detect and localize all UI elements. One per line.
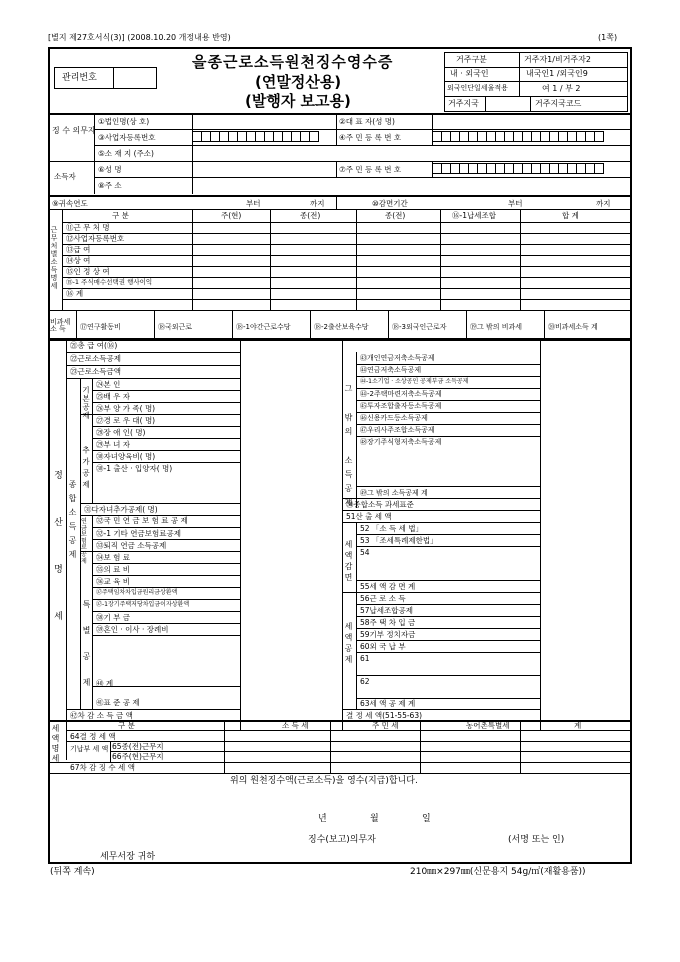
calc-total-salary: ㉑총 급 여(⑯) xyxy=(70,341,118,350)
tax-header-total: 계 xyxy=(574,721,582,730)
add-women: ㉙부 녀 자 xyxy=(96,440,131,449)
date-year: 년 xyxy=(318,814,327,824)
basic-self: ㉔본 인 xyxy=(96,380,121,389)
corp-name-label: ①법인명(상 호) xyxy=(98,117,150,126)
basic-deduction-label: 기본공제 xyxy=(81,386,91,420)
tax-row-prev-work: 65종(전)근무지 xyxy=(112,742,164,751)
nontax-0: ⑰연구활동비 xyxy=(80,323,121,331)
other-deduction-label: 그 밖의 소득공제 xyxy=(344,384,353,512)
earner-name-label: ⑥성 명 xyxy=(98,165,122,174)
biz-no-label: ③사업자등록번호 xyxy=(98,133,156,142)
earner-rrn-cells[interactable] xyxy=(433,163,604,174)
management-label: 관리번호 xyxy=(62,73,97,83)
work-place-group-label: 근무처별소득명세 xyxy=(50,226,58,290)
add-childcare: ㉚자녀양육비( 명) xyxy=(96,452,156,461)
addressee: 세무서장 귀하 xyxy=(100,852,156,862)
reduction-to: 까지 xyxy=(596,199,611,208)
work-row-4: ⑮인 정 상 여 xyxy=(66,267,110,276)
after-deduction-income: ㊷차 감 소 득 금 액 xyxy=(70,711,133,720)
special-total: ㊵ 계 xyxy=(96,679,114,688)
work-row-0: ⑪근 무 처 명 xyxy=(66,223,110,232)
tax-base: ㊿종합소득 과세표준 xyxy=(346,500,414,509)
credit-tax-union: 57납세조합공제 xyxy=(360,606,414,615)
tax-reduction-label: 세액감면 xyxy=(344,540,353,584)
period-to: 까지 xyxy=(310,199,325,208)
work-header-prev: 종(전) xyxy=(300,211,321,220)
work-row-3: ⑭상 여 xyxy=(66,256,91,265)
pension-label: 연금보험료공제 xyxy=(81,518,87,565)
work-header-union: ⑯-1납세조합 xyxy=(452,211,496,220)
special-housing-rent: ㊲주택임차차입금원리금상환액 xyxy=(96,589,178,596)
other-total: ㊾그 밖의 소득공제 계 xyxy=(360,489,428,497)
other-long-term-stock: ㊽장기주식형저축소득공제 xyxy=(360,438,442,446)
tax-credit-label: 세액공제 xyxy=(344,622,353,666)
determined-tax: 결 정 세 액(51-55-63) xyxy=(346,711,423,720)
earner-rrn-label: ⑦주 민 등 록 번 호 xyxy=(339,165,402,174)
additional-deduction-label: 추가공제 xyxy=(81,446,91,492)
nontax-3: ⑱-2출산보육수당 xyxy=(314,323,369,331)
calc-group-label: 정 산 명 세 xyxy=(52,470,62,634)
reduction-income-tax-act: 52 「소 득 세 법」 xyxy=(360,524,424,533)
flat-rate-label: 외국인단일세율적용 xyxy=(447,84,508,92)
credit-earned-income: 56근 로 소 득 xyxy=(360,594,406,603)
pension-retirement: ㉝퇴직 연금 소득공제 xyxy=(96,541,167,550)
tax-header-income: 소 득 세 xyxy=(282,721,309,730)
calc-earned-deduction: ㉒근로소득공제 xyxy=(70,354,121,363)
title-line3: (발행자 보고용) xyxy=(245,92,351,110)
management-number-field[interactable] xyxy=(113,67,157,89)
form-number: [별지 제27호서식(3)] (2008.10.20 개정내용 반영) xyxy=(48,33,231,42)
work-row-6: ⑯ 계 xyxy=(66,289,84,298)
basic-dependents: ㉖부 양 가 족( 명) xyxy=(96,404,156,413)
nontax-2: ⑱-1야간근로수당 xyxy=(236,323,291,331)
tax-row-current-work: 66주(현)근무지 xyxy=(112,752,164,761)
earner-address-label: ⑧주 소 xyxy=(98,181,122,190)
work-row-1: ⑫사업자등록번호 xyxy=(66,234,125,243)
attribution-year-label: ⑨귀속연도 xyxy=(52,199,88,208)
nationality-label: 내 · 외국인 xyxy=(450,69,489,78)
add-elderly: ㉗경 로 우 대( 명) xyxy=(96,416,156,425)
work-header-prev2: 종(전) xyxy=(385,211,406,220)
paper-spec: 210㎜×297㎜(신문용지 54g/㎡(재활용품)) xyxy=(410,867,586,877)
work-header-main: 주(현) xyxy=(221,211,242,220)
reduction-total: 55세 액 감 면 계 xyxy=(360,582,416,591)
reduction-from: 부터 xyxy=(508,199,523,208)
tax-row-determined: 64결 정 세 액 xyxy=(70,732,116,741)
payer-sign-label: 징수(보고)의무자 xyxy=(308,835,376,845)
tax-header-rural: 농어촌특별세 xyxy=(466,721,510,730)
residency-value[interactable]: 거주자1/비거주자2 xyxy=(524,55,591,64)
nontax-label: 비과세 소 득 xyxy=(50,318,71,333)
flat-rate-value[interactable]: 여 1 / 부 2 xyxy=(542,84,581,93)
reduction-other: 54 xyxy=(360,548,370,557)
multi-child-deduction: ㉛다자녀추가공제( 명) xyxy=(84,505,158,514)
payer-rrn-label: ④주 민 등 록 번 호 xyxy=(339,133,402,142)
special-medical: ㉟의 료 비 xyxy=(96,565,131,574)
signature-field[interactable]: (서명 또는 인) xyxy=(508,835,565,845)
payer-biz-no-cells[interactable] xyxy=(193,131,319,142)
date-month: 월 xyxy=(370,814,379,824)
residence-country-code-label: 거주지국코드 xyxy=(535,99,582,108)
work-header-item: 구 분 xyxy=(112,211,129,220)
tax-row-balance: 67차 감 징 수 세 액 xyxy=(70,763,135,772)
rep-name-label: ②대 표 자(성 명) xyxy=(339,117,395,126)
combined-deduction-label: 종합소득공제 xyxy=(68,480,77,564)
period-from: 부터 xyxy=(246,199,261,208)
payer-group-label: 징 수 의무자 xyxy=(52,126,96,135)
credit-total: 63세 액 공 제 계 xyxy=(360,699,416,708)
reduction-special-act: 53 「조세특례제한법」 xyxy=(360,536,438,545)
payer-rrn-cells[interactable] xyxy=(433,131,604,142)
other-personal-pension: ㊸개인연금저축소득공제 xyxy=(360,354,435,362)
pension-national: ㉜국 민 연 금 보 험 료 공 제 xyxy=(96,516,188,525)
basic-spouse: ㉕배 우 자 xyxy=(96,392,131,401)
reduction-period-label: ⑩감면기간 xyxy=(372,199,408,208)
calculated-tax: 51산 출 세 액 xyxy=(346,512,392,521)
residence-country-label: 거주지국 xyxy=(448,99,479,108)
special-mortgage: ㊲-1장기주택저당차입금이자상환액 xyxy=(96,601,190,608)
nontax-1: ⑱국외근로 xyxy=(158,323,193,331)
other-small-business: ㊹-1소기업 · 소상공인 공제부금 소득공제 xyxy=(360,378,469,385)
other-employee-stock: ㊼우리사주조합소득공제 xyxy=(360,426,435,434)
title-line2: (연말정산용) xyxy=(255,73,342,91)
work-header-total: 합 계 xyxy=(562,211,579,220)
credit-political: 59기부 정치자금 xyxy=(360,630,416,639)
nontax-5: ⑲그 밖의 비과세 xyxy=(470,323,523,331)
title-line1: 을종근로소득원천징수영수증 xyxy=(192,53,394,71)
special-deduction-label: 특별공제 xyxy=(82,600,91,704)
nontax-6: ⑳비과세소득 계 xyxy=(548,323,598,331)
credit-blank-1: 61 xyxy=(360,654,370,663)
nationality-value[interactable]: 내국인1 /외국인9 xyxy=(526,69,588,78)
special-education: ㊱교 육 비 xyxy=(96,577,131,586)
tax-header-local: 주 민 세 xyxy=(372,721,399,730)
credit-housing-loan: 58주 택 차 입 금 xyxy=(360,618,416,627)
other-credit-card: ㊻신용카드등소득공제 xyxy=(360,414,428,422)
other-investment: ㊺투자조합출자등소득공제 xyxy=(360,402,442,410)
special-donation: ㊳기 부 금 xyxy=(96,613,131,622)
calc-earned-amount: ㉓근로소득금액 xyxy=(70,367,121,376)
tax-header-item: 구 분 xyxy=(118,721,135,730)
work-row-2: ⑬급 여 xyxy=(66,245,91,254)
special-standard: ㊶표 준 공 제 xyxy=(96,698,140,707)
page-indicator: (1쪽) xyxy=(598,33,618,42)
payer-address-label: ⑤소 재 지 (주소) xyxy=(98,149,154,158)
date-day: 일 xyxy=(422,814,431,824)
pension-other: ㉜-1 기타 연금보험료공제 xyxy=(96,529,181,538)
special-marriage: ㊴혼인 · 이사 · 장례비 xyxy=(96,625,169,634)
earner-group-label: 소득자 xyxy=(54,172,76,181)
add-disabled: ㉘장 애 인( 명) xyxy=(96,428,146,437)
special-insurance: ㉞보 험 료 xyxy=(96,553,131,562)
work-row-5: ⑮-1 주식매수선택권 행사이익 xyxy=(66,278,153,286)
residency-label: 거주구분 xyxy=(456,55,487,64)
add-birth-adoption: ㉚-1 출산 · 입양자( 명) xyxy=(96,464,173,473)
other-housing-savings: ㊹-2주택마련저축소득공제 xyxy=(360,390,442,398)
nontax-4: ⑱-3외국인근로자 xyxy=(392,323,447,331)
credit-foreign-tax: 60외 국 납 부 xyxy=(360,642,406,651)
other-pension-savings: ㊹연금저축소득공제 xyxy=(360,366,422,374)
continued-note: (뒤쪽 계속) xyxy=(50,867,95,877)
credit-blank-2: 62 xyxy=(360,677,370,686)
tax-table-label: 세액명세 xyxy=(51,724,60,764)
statement: 위의 원천징수액(근로소득)을 영수(지급)합니다. xyxy=(230,776,418,786)
tax-row-prepaid: 기납부 세 액 xyxy=(70,745,109,753)
